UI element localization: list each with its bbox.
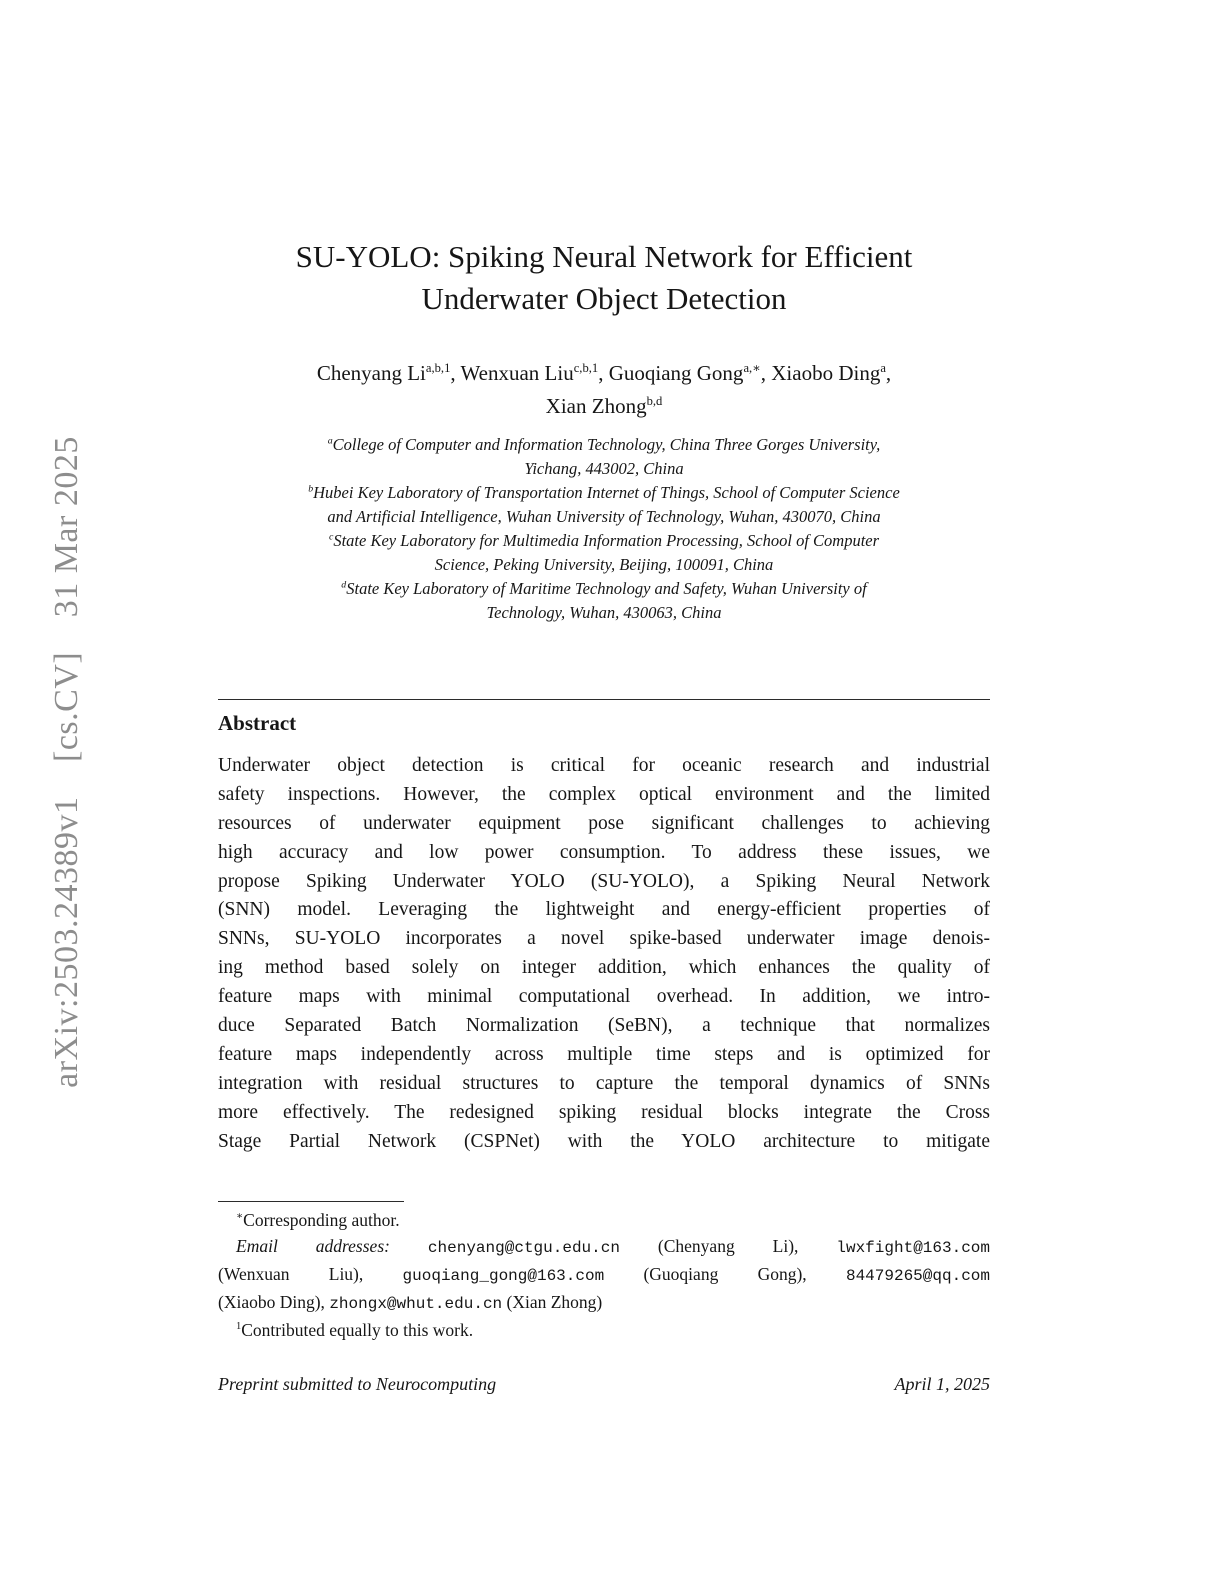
- footnote-email-line: [218, 1261, 990, 1289]
- corresponding-author-text: Corresponding author.: [243, 1210, 400, 1230]
- footnote-1-marker: 1: [236, 1321, 242, 1333]
- affiliation-line: $^d$State Key Laboratory of Maritime Technology and Safety, Wuhan University of: [341, 579, 867, 598]
- abstract-line: SNNs, SU-YOLO incorporates a novel spike-based underwater image denois-: [218, 928, 990, 950]
- author: Wenxuan Liu$^{c,b,1}$,: [460, 361, 609, 385]
- preprint-note: Preprint submitted to Neurocomputing: [218, 1374, 497, 1394]
- affiliation-list: [218, 433, 990, 625]
- abstract-line: resources of underwater equipment pose significant challenges to achieving: [218, 812, 990, 834]
- abstract-line: more effectively. The redesigned spiking residual blocks integrate the Cross: [218, 1101, 990, 1123]
- author: Xiaobo Ding$^a$,: [771, 361, 892, 385]
- email-address: zhongx@whut.edu.cn: [329, 1295, 503, 1313]
- affiliation-mark: d: [341, 579, 347, 591]
- page-footer: [218, 1374, 990, 1395]
- abstract-line: feature maps independently across multiple time steps and is optimized for: [218, 1043, 990, 1065]
- asterisk-marker: ∗: [236, 1211, 244, 1223]
- author-list: [218, 357, 990, 423]
- abstract-line: (SNN) model. Leveraging the lightweight and energy-efficient properties of: [218, 899, 990, 921]
- affiliation-line: Science, Peking University, Beijing, 100091, China: [434, 555, 774, 574]
- corresponding-author-note: [218, 1207, 990, 1233]
- abstract-line: duce Separated Batch Normalization (SeBN), a technique that normalizes: [218, 1015, 990, 1037]
- affiliation-line: Yichang, 443002, China: [524, 459, 684, 478]
- author-affiliation-marks: b,d: [646, 394, 663, 408]
- email-owner-name: (Guoqiang Gong),: [604, 1264, 846, 1284]
- abstract-line: Stage Partial Network (CSPNet) with the YOLO architecture to mitigate: [218, 1130, 990, 1152]
- abstract-text: [218, 752, 990, 1156]
- arxiv-watermark: arXiv:2503.24389v1 [cs.CV] 31 Mar 2025: [48, 436, 85, 1088]
- author-affiliation-marks: a,b,1: [425, 361, 451, 375]
- footnote-email-line: [218, 1289, 990, 1317]
- author-affiliation-marks: c,b,1: [573, 361, 599, 375]
- author-line: [218, 357, 990, 390]
- email-owner-name: (Wenxuan Liu),: [218, 1264, 403, 1284]
- affiliation-line: $^a$College of Computer and Information Technology, China Three Gorges University,: [327, 435, 881, 454]
- abstract-line: safety inspections. However, the complex optical environment and the limited: [218, 783, 990, 805]
- footnote-divider: [218, 1201, 404, 1202]
- email-address: 84479265@qq.com: [845, 1267, 990, 1285]
- abstract-line: ing method based solely on integer addition, which enhances the quality of: [218, 957, 990, 979]
- abstract-heading: Abstract: [218, 711, 297, 735]
- footnote-email-line: [218, 1233, 990, 1261]
- abstract-divider: [218, 699, 990, 700]
- author: Guoqiang Gong$^{a,∗}$,: [608, 361, 772, 385]
- abstract-line: feature maps with minimal computational overhead. In addition, we intro-: [218, 986, 990, 1008]
- abstract-line: integration with residual structures to capture the temporal dynamics of SNNs: [218, 1072, 990, 1094]
- abstract-line: high accuracy and low power consumption. To address these issues, we: [218, 841, 990, 863]
- abstract-line: propose Spiking Underwater YOLO (SU-YOLO), a Spiking Neural Network: [218, 870, 990, 892]
- email-addresses: [218, 1233, 990, 1317]
- email-owner-name: (Xiaobo Ding),: [218, 1292, 330, 1312]
- page-title: [218, 236, 990, 320]
- email-owner-name: (Chenyang Li),: [619, 1236, 837, 1256]
- affiliation-mark: a: [327, 435, 333, 447]
- author: Chenyang Li$^{a,b,1}$,: [316, 361, 461, 385]
- paper-page: [218, 0, 990, 1584]
- submission-date: April 1, 2025: [894, 1374, 990, 1394]
- author-line: [218, 390, 990, 423]
- author: Xian Zhong$^{b,d}$: [545, 394, 663, 418]
- affiliation-line: $^c$State Key Laboratory for Multimedia Information Processing, School of Computer: [328, 531, 880, 550]
- title-line-2: Underwater Object Detection: [421, 281, 787, 316]
- author-affiliation-marks: a,∗: [743, 361, 761, 375]
- affiliation-mark: c: [328, 531, 334, 543]
- affiliation-line: and Artificial Intelligence, Wuhan University of Technology, Wuhan, 430070, China: [327, 507, 881, 526]
- footnote-block: [218, 1207, 990, 1343]
- author-affiliation-marks: a: [880, 361, 886, 375]
- email-address: lwxfight@163.com: [836, 1239, 990, 1257]
- abstract-line: Underwater object detection is critical for oceanic research and industrial: [218, 755, 990, 776]
- affiliation-line: Technology, Wuhan, 430063, China: [486, 603, 722, 622]
- title-line-1: SU-YOLO: Spiking Neural Network for Efficient: [295, 239, 913, 274]
- affiliation-mark: b: [308, 483, 314, 495]
- email-address: guoqiang_gong@163.com: [402, 1267, 605, 1285]
- affiliation-line: $^b$Hubei Key Laboratory of Transportation Internet of Things, School of Computer Science: [308, 483, 900, 502]
- email-address: chenyang@ctgu.edu.cn: [427, 1239, 620, 1257]
- email-owner-name: (Xian Zhong): [502, 1292, 603, 1312]
- contribution-text: Contributed equally to this work.: [241, 1320, 474, 1340]
- contribution-note: [218, 1317, 990, 1343]
- email-addresses-label: Email addresses:: [236, 1236, 428, 1256]
